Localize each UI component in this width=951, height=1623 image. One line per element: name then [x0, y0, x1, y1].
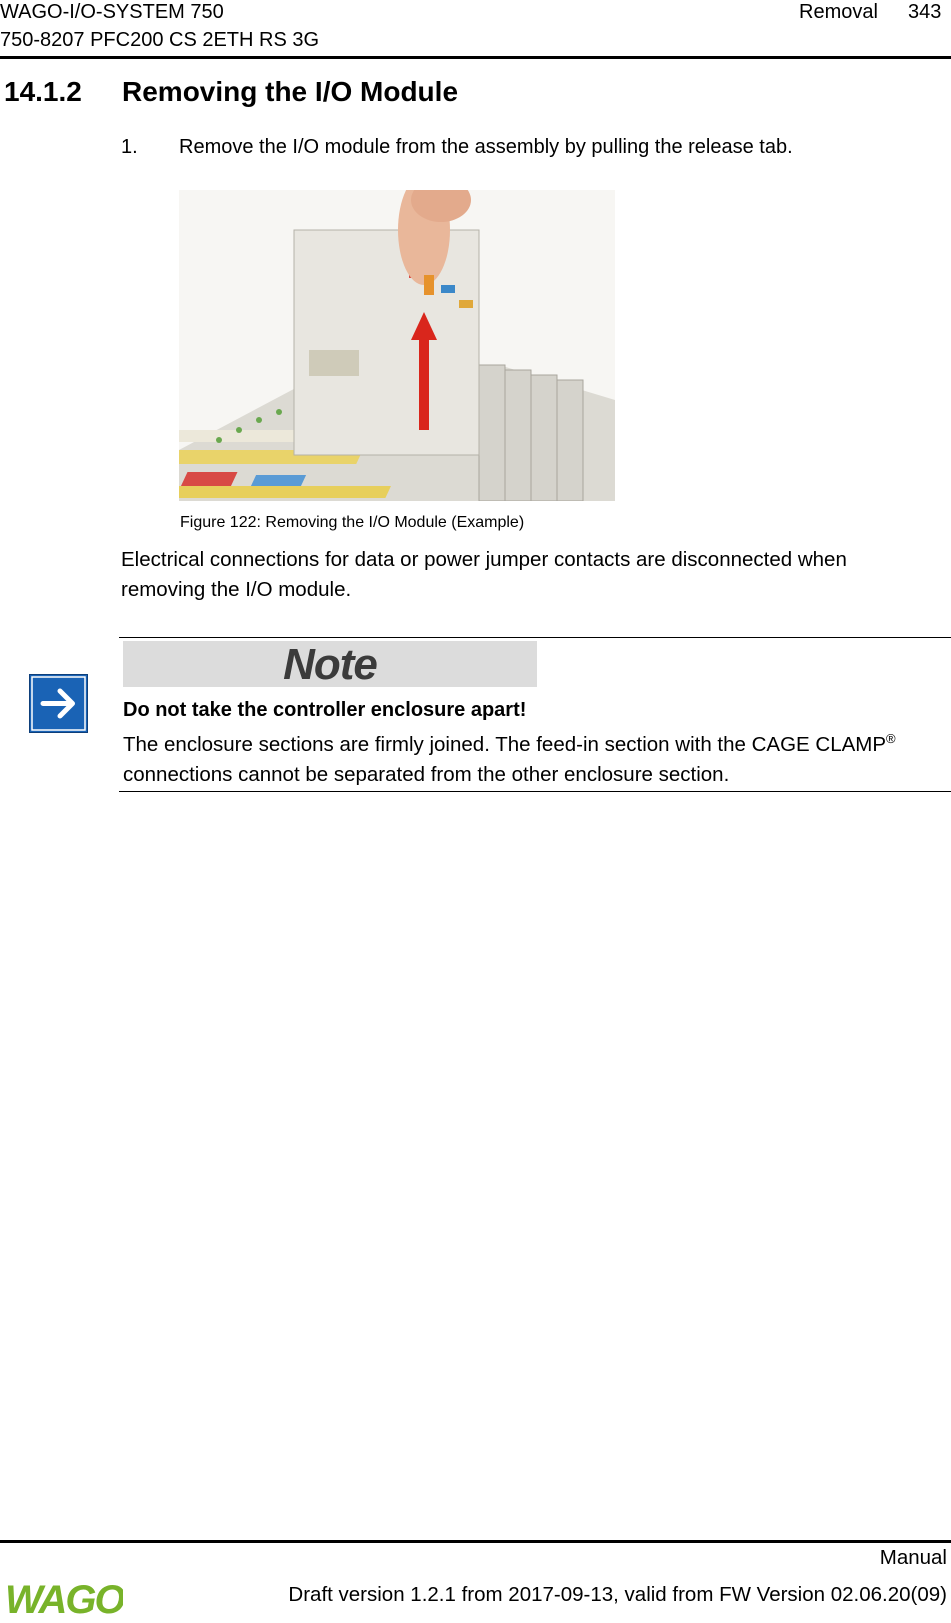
note-bottom-rule — [119, 791, 951, 792]
note-top-rule — [119, 637, 951, 638]
step-item — [121, 136, 793, 159]
io-module-illustration — [179, 190, 615, 501]
footer-doc-type: Manual — [879, 1546, 947, 1569]
arrow-right-icon — [29, 674, 88, 733]
section-title: Removing the I/O Module — [122, 76, 459, 107]
header-system: WAGO-I/O-SYSTEM 750 — [0, 1, 224, 23]
step-text: Remove the I/O module from the assembly by pulling the release tab. — [179, 136, 793, 158]
section-heading — [4, 76, 458, 108]
registered-mark: ® — [886, 731, 896, 747]
note-body — [123, 730, 943, 790]
body-paragraph: Electrical connections for data or power jumper contacts are disconnected when removing the I/O module. — [121, 548, 847, 601]
header-chapter: Removal — [799, 1, 878, 23]
note-body-text-2: connections cannot be separated from the other enclosure section. — [123, 763, 730, 786]
header-product: 750-8207 PFC200 CS 2ETH RS 3G — [0, 29, 320, 51]
wago-logo — [3, 1580, 123, 1618]
svg-text:WAGO: WAGO — [5, 1580, 123, 1618]
figure-caption: Figure 122: Removing the I/O Module (Example) — [180, 514, 525, 531]
note-title: Do not take the controller enclosure apart! — [123, 699, 527, 721]
footer-rule — [0, 1540, 951, 1543]
note-body-text-1: The enclosure sections are firmly joined. The feed-in section with the CAGE CLAMP — [123, 733, 887, 756]
section-number: 14.1.2 — [4, 76, 82, 107]
step-number: 1. — [121, 136, 138, 158]
footer-version: Draft version 1.2.1 from 2017-09-13, valid from FW Version 02.06.20(09) — [288, 1583, 947, 1606]
figure-removing-io-module — [179, 190, 615, 501]
header-page-number: 343 — [908, 1, 942, 23]
header-rule — [0, 56, 951, 59]
note-label: Note — [283, 640, 377, 689]
note-banner — [123, 641, 537, 687]
